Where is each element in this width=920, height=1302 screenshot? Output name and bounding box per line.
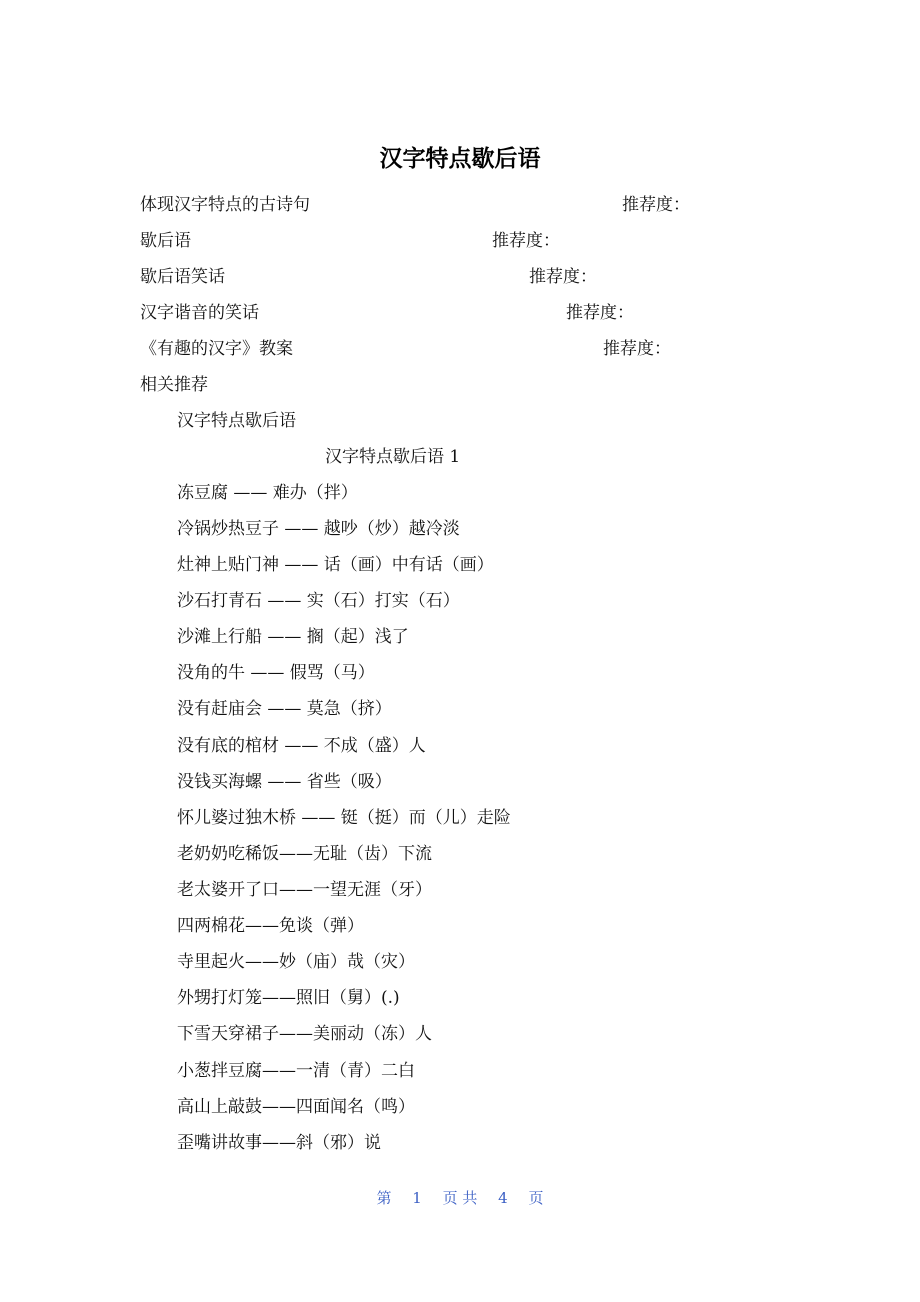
- saying-line: 沙滩上行船 —— 搁（起）浅了: [177, 627, 409, 647]
- recommendation-link[interactable]: 歇后语笑话: [140, 267, 225, 287]
- saying-line: 怀儿婆过独木桥 —— 铤（挺）而（儿）走险: [177, 808, 511, 828]
- saying-line: 冻豆腐 —— 难办（拌）: [177, 483, 358, 503]
- saying-line: 没有底的棺材 —— 不成（盛）人: [177, 736, 426, 756]
- footer-suffix: 页: [528, 1189, 544, 1207]
- recommendation-score-label: 推荐度：: [492, 231, 560, 251]
- saying-line: 歪嘴讲故事——斜（邪）说: [177, 1133, 381, 1153]
- saying-line: 没角的牛 —— 假骂（马）: [177, 663, 375, 683]
- recommendation-link[interactable]: 歇后语: [140, 231, 191, 251]
- related-heading: 相关推荐: [140, 375, 208, 395]
- recommendation-row[interactable]: [140, 190, 840, 214]
- saying-line: 寺里起火——妙（庙）哉（灾）: [177, 952, 415, 972]
- recommendation-row[interactable]: [140, 226, 840, 250]
- footer-total-pages: 4: [498, 1189, 508, 1207]
- saying-line: 下雪天穿裙子——美丽动（冻）人: [177, 1024, 432, 1044]
- saying-line: 四两棉花——免谈（弹）: [177, 916, 364, 936]
- saying-line: 外甥打灯笼——照旧（舅）(.): [177, 988, 400, 1008]
- saying-line: 冷锅炒热豆子 —— 越吵（炒）越冷淡: [177, 519, 460, 539]
- saying-line: 沙石打青石 —— 实（石）打实（石）: [177, 591, 460, 611]
- article-title: 汉字特点歇后语: [177, 411, 296, 431]
- recommendation-link[interactable]: 体现汉字特点的古诗句: [140, 195, 310, 215]
- recommendation-row[interactable]: [140, 298, 840, 322]
- recommendation-link[interactable]: 《有趣的汉字》教案: [140, 339, 293, 359]
- saying-line: 高山上敲鼓——四面闻名（鸣）: [177, 1097, 415, 1117]
- section-heading: 汉字特点歇后语 1: [325, 447, 461, 467]
- page-footer: [0, 1187, 920, 1208]
- saying-line: 老奶奶吃稀饭——无耻（齿）下流: [177, 844, 432, 864]
- recommendation-link[interactable]: 汉字谐音的笑话: [140, 303, 259, 323]
- saying-line: 灶神上贴门神 —— 话（画）中有话（画）: [177, 555, 494, 575]
- footer-middle: 页 共: [442, 1189, 478, 1207]
- page-title: 汉字特点歇后语: [379, 146, 541, 172]
- recommendation-row[interactable]: [140, 334, 840, 358]
- saying-line: 老太婆开了口——一望无涯（牙）: [177, 880, 432, 900]
- recommendation-score-label: 推荐度：: [603, 339, 671, 359]
- saying-line: 没钱买海螺 —— 省些（吸）: [177, 772, 392, 792]
- recommendation-score-label: 推荐度：: [622, 195, 690, 215]
- recommendation-score-label: 推荐度：: [566, 303, 634, 323]
- saying-line: 没有赶庙会 —— 莫急（挤）: [177, 699, 392, 719]
- recommendation-score-label: 推荐度：: [529, 267, 597, 287]
- recommendation-row[interactable]: [140, 262, 840, 286]
- saying-line: 小葱拌豆腐——一清（青）二白: [177, 1061, 415, 1081]
- footer-page-number: 1: [412, 1189, 422, 1207]
- footer-prefix: 第: [376, 1189, 392, 1207]
